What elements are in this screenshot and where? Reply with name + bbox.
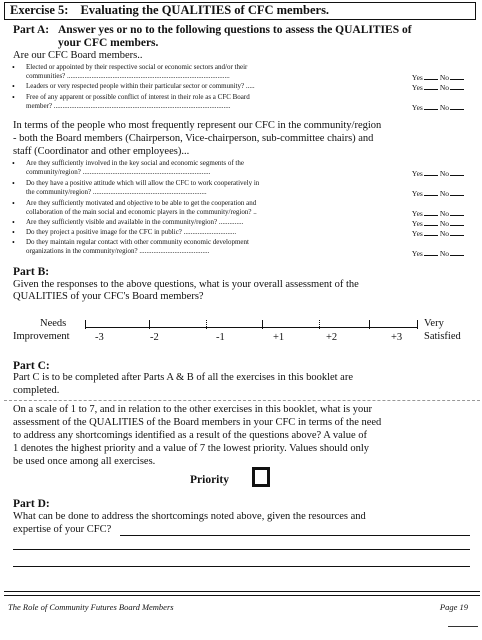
bullet-icon: • — [12, 93, 15, 102]
scale-value: -3 — [95, 332, 104, 343]
bullet-icon: • — [12, 82, 15, 91]
answer-line[interactable] — [13, 566, 470, 567]
scale-right-label-2: Satisfied — [424, 331, 461, 342]
scale-value: -1 — [216, 332, 225, 343]
part-c-para-line: be used once among all exercises. — [13, 456, 156, 467]
yes-no-answer[interactable]: Yes No — [412, 228, 466, 238]
yes-no-answer[interactable]: Yes No — [412, 82, 466, 92]
list-item — [12, 218, 474, 227]
bullet-icon: • — [12, 179, 15, 188]
exercise-title — [10, 2, 329, 18]
yes-blank — [424, 72, 438, 80]
bullet-icon: • — [12, 238, 15, 247]
no-blank — [450, 72, 464, 80]
question-text: Do they project a positive image for the CFC in public? .............................. — [26, 228, 237, 236]
yes-no-answer[interactable]: Yes No — [412, 72, 466, 82]
no-blank — [450, 228, 464, 236]
part-a-label: Part A: — [13, 24, 50, 36]
part-b-line2: QUALITIES of your CFC's Board members? — [13, 291, 204, 302]
bullet-icon: • — [12, 199, 15, 208]
question-text: Are they sufficiently visible and available in the community/region? .............. — [26, 218, 244, 226]
question-text: Elected or appointed by their respective social or economic sectors and/or their communities? ............................................................................................. — [26, 63, 248, 80]
part-c-para-line: assessment of the QUALITIES of the Board members in your CFC in terms of the need — [13, 417, 382, 428]
no-blank — [450, 248, 464, 256]
part-d-line2: expertise of your CFC? — [13, 524, 112, 535]
list-item — [12, 93, 474, 111]
yes-blank — [424, 248, 438, 256]
part-c-line2: completed. — [13, 385, 60, 396]
scale-left-label: Needs — [40, 318, 67, 329]
question-text: Do they maintain regular contact with other community economic development organizations in the community/region? ........................................ — [26, 238, 249, 255]
part-b-label: Part B: — [13, 266, 50, 278]
question-text: Free of any apparent or possible conflict of interest in their role as a CFC Board member? ..................................................................................................... — [26, 93, 250, 110]
scale-tick — [149, 320, 150, 329]
part-a-instruction-line1: Answer yes or no to the following questions to assess the QUALITIES of — [58, 24, 412, 36]
list-item — [12, 179, 474, 197]
no-blank — [450, 208, 464, 216]
answer-line[interactable] — [120, 535, 470, 536]
footer-rule — [4, 591, 480, 592]
scale-tick — [206, 320, 207, 329]
paragraph-line: - both the Board members (Chairperson, Vice-chairperson, sub-committee chairs) and — [13, 133, 374, 144]
yes-blank — [424, 168, 438, 176]
yes-blank — [424, 208, 438, 216]
scale-tick — [85, 320, 86, 329]
page-number: Page 19 — [439, 602, 468, 612]
yes-blank — [424, 228, 438, 236]
scale-tick — [417, 320, 418, 329]
divider — [4, 400, 480, 401]
list-item — [12, 63, 474, 81]
list-item — [12, 228, 474, 237]
yes-blank — [424, 82, 438, 90]
yes-no-answer[interactable]: Yes No — [412, 248, 466, 258]
part-c-para-line: 1 denotes the highest priority and a value of 7 the lowest priority. Values should only — [13, 443, 370, 454]
bullet-icon: • — [12, 218, 15, 227]
part-c-para-line: to address any shortcomings identified as a result of the questions above? A value of — [13, 430, 368, 441]
part-b-line1: Given the responses to the above questions, what is your overall assessment of the — [13, 279, 359, 290]
answer-line[interactable] — [13, 549, 470, 550]
bullet-icon: • — [12, 63, 15, 72]
paragraph-line: In terms of the people who most frequently represent our CFC in the community/region — [13, 120, 382, 131]
yes-no-answer[interactable]: Yes No — [412, 188, 466, 198]
part-d-label: Part D: — [13, 498, 50, 510]
part-c-para-line: On a scale of 1 to 7, and in relation to the other exercises in this booklet, what is your — [13, 404, 372, 415]
part-a-instruction-line2: your CFC members. — [58, 37, 159, 49]
scale-value: -2 — [150, 332, 159, 343]
scale-value: +1 — [273, 332, 285, 343]
scale-value: +3 — [391, 332, 403, 343]
yes-no-answer[interactable]: Yes No — [412, 168, 466, 178]
part-c-label: Part C: — [13, 360, 50, 372]
exercise-heading: Evaluating the QUALITIES of CFC members. — [80, 3, 330, 17]
yes-no-answer[interactable]: Yes No — [412, 208, 466, 218]
part-d-line1: What can be done to address the shortcomings noted above, given the resources and — [13, 511, 366, 522]
scale-left-label-2: Improvement — [13, 331, 70, 342]
question-text: Leaders or very respected people within their particular sector or community? ..... — [26, 82, 255, 90]
yes-blank — [424, 188, 438, 196]
rating-scale-line[interactable] — [85, 327, 417, 328]
scale-tick — [369, 320, 370, 329]
paragraph-line: staff (Coordinator and other employees)... — [13, 146, 190, 157]
part-c-line1: Part C is to be completed after Parts A & B of all the exercises in this booklet are — [13, 372, 354, 383]
question-text: Are they sufficiently motivated and objective to be able to get the cooperation and collaboration of the main social and economic players in the community/region? .. — [26, 199, 257, 216]
exercise-label: Exercise 5: — [10, 3, 69, 17]
question-text: Are they sufficiently involved in the key social and economic segments of the community/region? ......................................................................... — [26, 159, 244, 176]
list-item — [12, 199, 474, 217]
priority-input-box[interactable] — [252, 467, 270, 487]
bullet-icon: • — [12, 228, 15, 237]
scale-right-label: Very — [424, 318, 444, 329]
question-text: Do they have a positive attitude which will allow the CFC to work cooperatively in the community/region? ................................................................. — [26, 179, 260, 196]
no-blank — [450, 102, 464, 110]
scale-tick — [319, 320, 320, 329]
footer-title: The Role of Community Futures Board Members — [8, 602, 174, 612]
bullet-icon: • — [12, 159, 15, 168]
yes-no-answer[interactable]: Yes No — [412, 218, 466, 228]
no-blank — [450, 82, 464, 90]
list-item — [12, 238, 474, 256]
no-blank — [450, 188, 464, 196]
priority-label: Priority — [190, 474, 229, 486]
yes-blank — [424, 102, 438, 110]
yes-blank — [424, 218, 438, 226]
scale-tick — [262, 320, 263, 329]
no-blank — [450, 168, 464, 176]
scan-artifact — [448, 626, 478, 627]
scale-value: +2 — [326, 332, 338, 343]
list-item — [12, 82, 474, 91]
part-a-intro: Are our CFC Board members.. — [13, 50, 143, 61]
list-item — [12, 159, 474, 177]
no-blank — [450, 218, 464, 226]
footer-rule — [4, 595, 480, 596]
yes-no-answer[interactable]: Yes No — [412, 102, 466, 112]
